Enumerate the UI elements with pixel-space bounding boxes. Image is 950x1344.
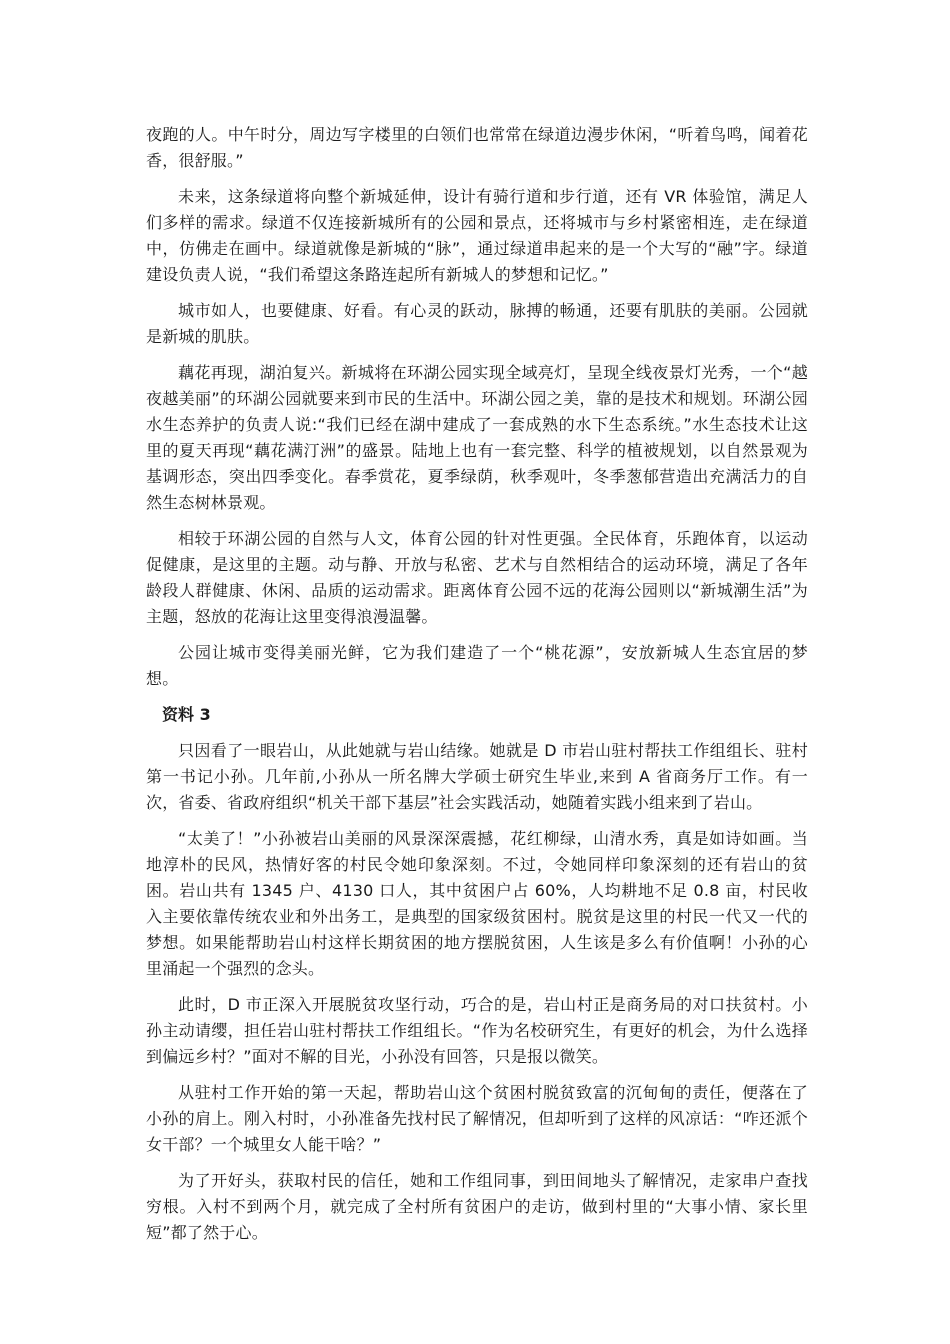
- paragraph: 为了开好头，获取村民的信任，她和工作组同事，到田间地头了解情况，走家串户查找穷根。入村不到两个月，就完成了全村所有贫困户的走访，做到村里的“大事小情、家长里短”都了然于心。: [146, 1171, 808, 1242]
- section-heading: 资料 3: [162, 705, 211, 724]
- paragraph: 城市如人，也要健康、好看。有心灵的跃动，脉搏的畅通，还要有肌肤的美丽。公园就是新城的肌肤。: [146, 301, 808, 346]
- paragraph: 只因看了一眼岩山，从此她就与岩山结缘。她就是 D 市岩山驻村帮扶工作组组长、驻村第一书记小孙。几年前,小孙从一所名牌大学硕士研究生毕业,来到 A 省商务厅工作。有一次，省委、省政府组织“机关干部下基层”社会实践活动，她随着实践小组来到了岩山。: [146, 741, 808, 812]
- paragraph: “太美了！”小孙被岩山美丽的风景深深震撼，花红柳绿，山清水秀，真是如诗如画。当地淳朴的民风，热情好客的村民令她印象深刻。不过，令她同样印象深刻的还有岩山的贫困。岩山共有 1345 户、4130 口人，其中贫困户占 60%，人均耕地不足 0.8 亩，村民收入主要依靠传统农业和外出务工，是典型的国家级贫困村。脱贫是这里的村民一代又一代的梦想。如果能帮助岩山村这样长期贫困的地方摆脱贫困，人生该是多么有价值啊！小孙的心里涌起一个强烈的念头。: [146, 829, 808, 978]
- paragraph: 夜跑的人。中午时分，周边写字楼里的白领们也常常在绿道边漫步休闲，“听着鸟鸣，闻着花香，很舒服。”: [146, 125, 808, 170]
- paragraph: 从驻村工作开始的第一天起，帮助岩山这个贫困村脱贫致富的沉甸甸的责任，便落在了小孙的肩上。刚入村时，小孙准备先找村民了解情况，但却听到了这样的风凉话：“咋还派个女干部？一个城里女人能干啥？”: [146, 1083, 808, 1154]
- paragraph: 此时，D 市正深入开展脱贫攻坚行动，巧合的是，岩山村正是商务局的对口扶贫村。小孙主动请缨，担任岩山驻村帮扶工作组组长。“作为名校研究生，有更好的机会，为什么选择到偏远乡村？”面对不解的目光，小孙没有回答，只是报以微笑。: [146, 995, 808, 1066]
- paragraph: 藕花再现，湖泊复兴。新城将在环湖公园实现全域亮灯，呈现全线夜景灯光秀，一个“越夜越美丽”的环湖公园就要来到市民的生活中。环湖公园之美，靠的是技术和规划。环湖公园水生态养护的负责人说:“我们已经在湖中建成了一套成熟的水下生态系统。”水生态技术让这里的夏天再现“藕花满汀洲”的盛景。陆地上也有一套完整、科学的植被规划，以自然景观为基调形态，突出四季变化。春季赏花，夏季绿荫，秋季观叶，冬季葱郁营造出充满活力的自然生态树林景观。: [146, 363, 808, 512]
- paragraph: 相较于环湖公园的自然与人文，体育公园的针对性更强。全民体育，乐跑体育，以运动促健康，是这里的主题。动与静、开放与私密、艺术与自然相结合的运动环境，满足了各年龄段人群健康、休闲、品质的运动需求。距离体育公园不远的花海公园则以“新城潮生活”为主题，怒放的花海让这里变得浪漫温馨。: [146, 529, 808, 626]
- paragraph: 未来，这条绿道将向整个新城延伸，设计有骑行道和步行道，还有 VR 体验馆，满足人们多样的需求。绿道不仅连接新城所有的公园和景点，还将城市与乡村紧密相连，走在绿道中，仿佛走在画中。绿道就像是新城的“脉”，通过绿道串起来的是一个大写的“融”字。绿道建设负责人说，“我们希望这条路连起所有新城人的梦想和记忆。”: [146, 187, 808, 284]
- document-page: [146, 122, 808, 1256]
- paragraph: 公园让城市变得美丽光鲜，它为我们建造了一个“桃花源”，安放新城人生态宜居的梦想。: [146, 643, 808, 688]
